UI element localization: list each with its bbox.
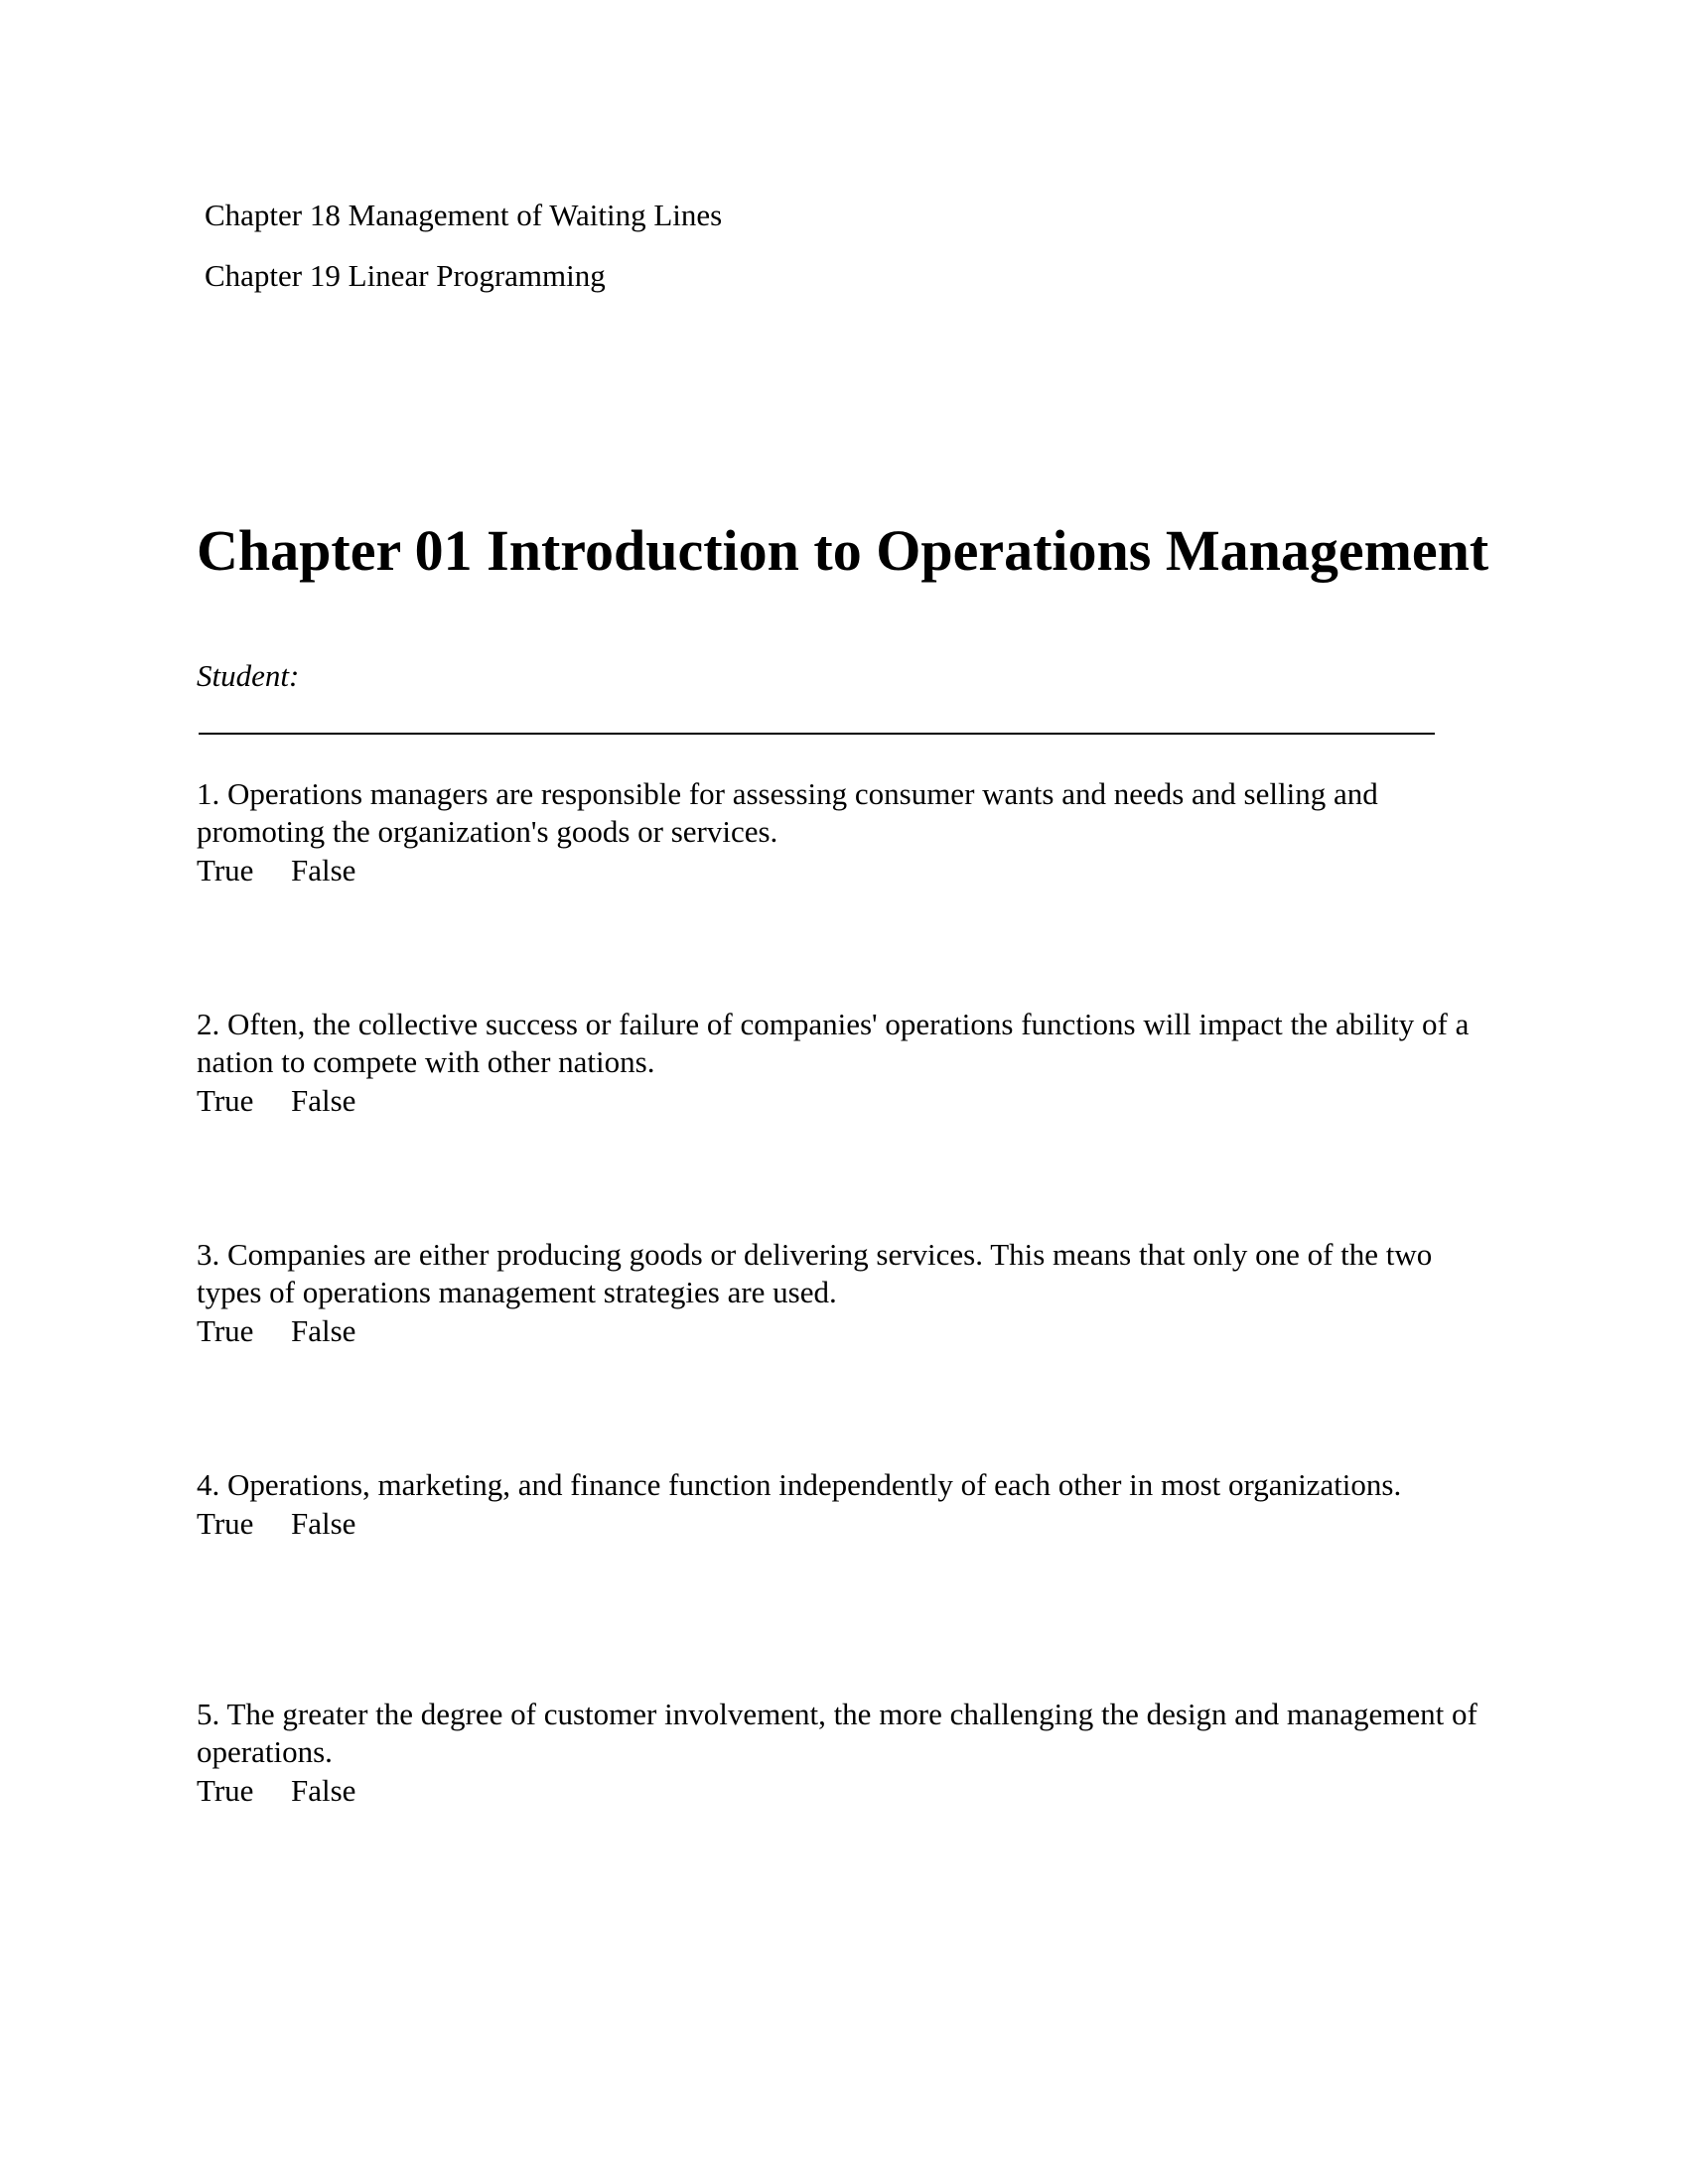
toc-entry-chapter-18: Chapter 18 Management of Waiting Lines [205,198,723,232]
false-option[interactable]: False [291,1773,356,1808]
student-name-line[interactable] [199,733,1435,735]
true-false-options [197,1081,1477,1121]
toc-entry-chapter-19: Chapter 19 Linear Programming [205,258,606,293]
student-label: Student: [197,658,300,693]
false-option[interactable]: False [291,1506,356,1541]
true-false-options [197,851,1477,890]
true-false-options [197,1311,1477,1351]
question-text: 5. The greater the degree of customer involvement, the more challenging the design and management of operations. [197,1697,1477,1769]
question-1 [197,775,1477,890]
false-option[interactable]: False [291,853,356,887]
chapter-title: Chapter 01 Introduction to Operations Management [197,518,1489,583]
question-4 [197,1466,1477,1544]
false-option[interactable]: False [291,1313,356,1348]
false-option[interactable]: False [291,1083,356,1118]
question-3 [197,1236,1477,1351]
question-2 [197,1006,1477,1121]
question-5 [197,1696,1477,1811]
true-false-options [197,1771,1477,1811]
question-text: 1. Operations managers are responsible for assessing consumer wants and needs and selling and promoting the organization's goods or services. [197,776,1378,849]
true-option[interactable]: True [197,853,254,887]
true-option[interactable]: True [197,1083,254,1118]
true-option[interactable]: True [197,1773,254,1808]
true-option[interactable]: True [197,1313,254,1348]
true-option[interactable]: True [197,1506,254,1541]
true-false-options [197,1504,1477,1544]
question-text: 3. Companies are either producing goods or delivering services. This means that only one of the two types of operations management strategies are used. [197,1237,1433,1309]
question-text: 4. Operations, marketing, and finance function independently of each other in most organizations. [197,1467,1402,1502]
question-text: 2. Often, the collective success or failure of companies' operations functions will impact the ability of a nation to compete with other nations. [197,1007,1470,1079]
